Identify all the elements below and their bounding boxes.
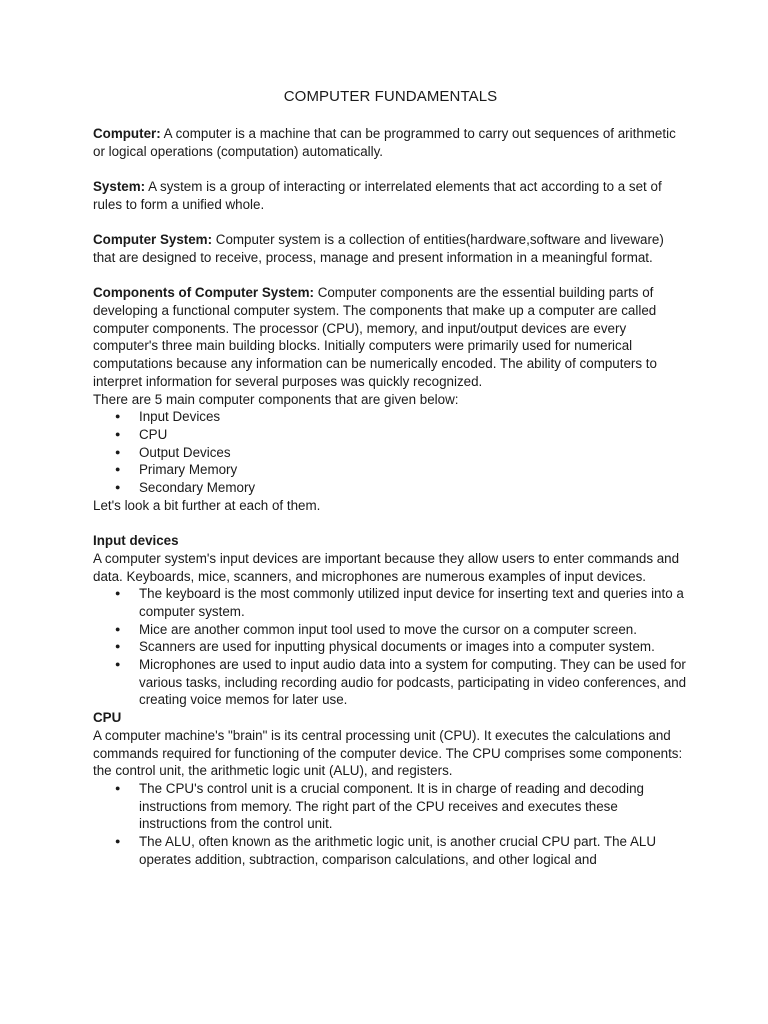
list-item: ● Input Devices bbox=[93, 408, 688, 426]
list-item: ● The ALU, often known as the arithmetic logic unit, is another crucial CPU part. The ALU operates addition, subtraction, comparison calculations, and other logical and bbox=[93, 833, 688, 868]
components-definition bbox=[93, 284, 688, 390]
input-devices-text: A computer system's input devices are important because they allow users to enter commands and data. Keyboards, mice, scanners, and microphones are numerous examples of input devices. bbox=[93, 550, 680, 584]
list-item: ● The keyboard is the most commonly utilized input device for inserting text and queries into a computer system. bbox=[93, 585, 688, 620]
computer-system-term: Computer System: bbox=[93, 232, 213, 248]
computer-term: Computer: bbox=[93, 126, 161, 141]
list-item: ● Primary Memory bbox=[93, 461, 688, 479]
computer-system-definition bbox=[93, 231, 688, 266]
cpu-heading: CPU bbox=[93, 710, 122, 726]
list-item: ● The CPU's control unit is a crucial component. It is in charge of reading and decoding instructions from memory. The right part of the CPU receives and executes these instructions from the control unit. bbox=[93, 780, 688, 833]
cpu-text: A computer machine's "brain" is its central processing unit (CPU). It executes the calculations and commands required for functioning of the computer device. The CPU comprises some components: the control unit, the arithmetic logic unit (ALU), and registers. bbox=[93, 727, 683, 779]
input-devices-heading: Input devices bbox=[93, 533, 179, 549]
page-title: COMPUTER FUNDAMENTALS bbox=[283, 88, 498, 105]
components-term: Components of Computer System: bbox=[93, 285, 314, 301]
list-item: ● Microphones are used to input audio data into a system for computing. They can be used for various tasks, including recording audio for podcasts, participating in video conferences, and creating voice memos for later use. bbox=[93, 656, 688, 709]
components-intro: There are 5 main computer components that are given below: bbox=[93, 391, 459, 407]
list-item: ● Secondary Memory bbox=[93, 479, 688, 497]
computer-system-text: Computer system is a collection of entities(hardware,software and liveware) that are designed to receive, process, manage and present information in a meaningful format. bbox=[93, 232, 664, 265]
cpu-list bbox=[93, 780, 688, 869]
list-item: ● Mice are another common input tool used to move the cursor on a computer screen. bbox=[93, 621, 688, 639]
components-text: Computer components are the essential building parts of developing a functional computer system. The components that make up a computer are called computer components. The processor (CPU), memory, and input/output devices are every computer's three main building blocks. Initially computers were primarily used for numerical computations because any information can be numerically encoded. The ability of computers to interpret information for several purposes was quickly recognized. bbox=[93, 285, 657, 389]
list-item: ● CPU bbox=[93, 426, 688, 444]
list-item: ● Scanners are used for inputting physical documents or images into a computer system. bbox=[93, 638, 688, 656]
system-text: A system is a group of interacting or interrelated elements that act according to a set of rules to form a unified whole. bbox=[93, 179, 662, 212]
input-devices-list bbox=[93, 585, 688, 709]
list-item: ● Output Devices bbox=[93, 444, 688, 462]
computer-definition bbox=[93, 125, 688, 160]
system-term: System: bbox=[93, 179, 146, 195]
computer-text: A computer is a machine that can be programmed to carry out sequences of arithmetic or logical operations (computation) automatically. bbox=[93, 126, 676, 159]
components-outro: Let's look a bit further at each of them. bbox=[93, 497, 321, 513]
system-definition bbox=[93, 178, 688, 213]
components-list bbox=[93, 408, 688, 497]
